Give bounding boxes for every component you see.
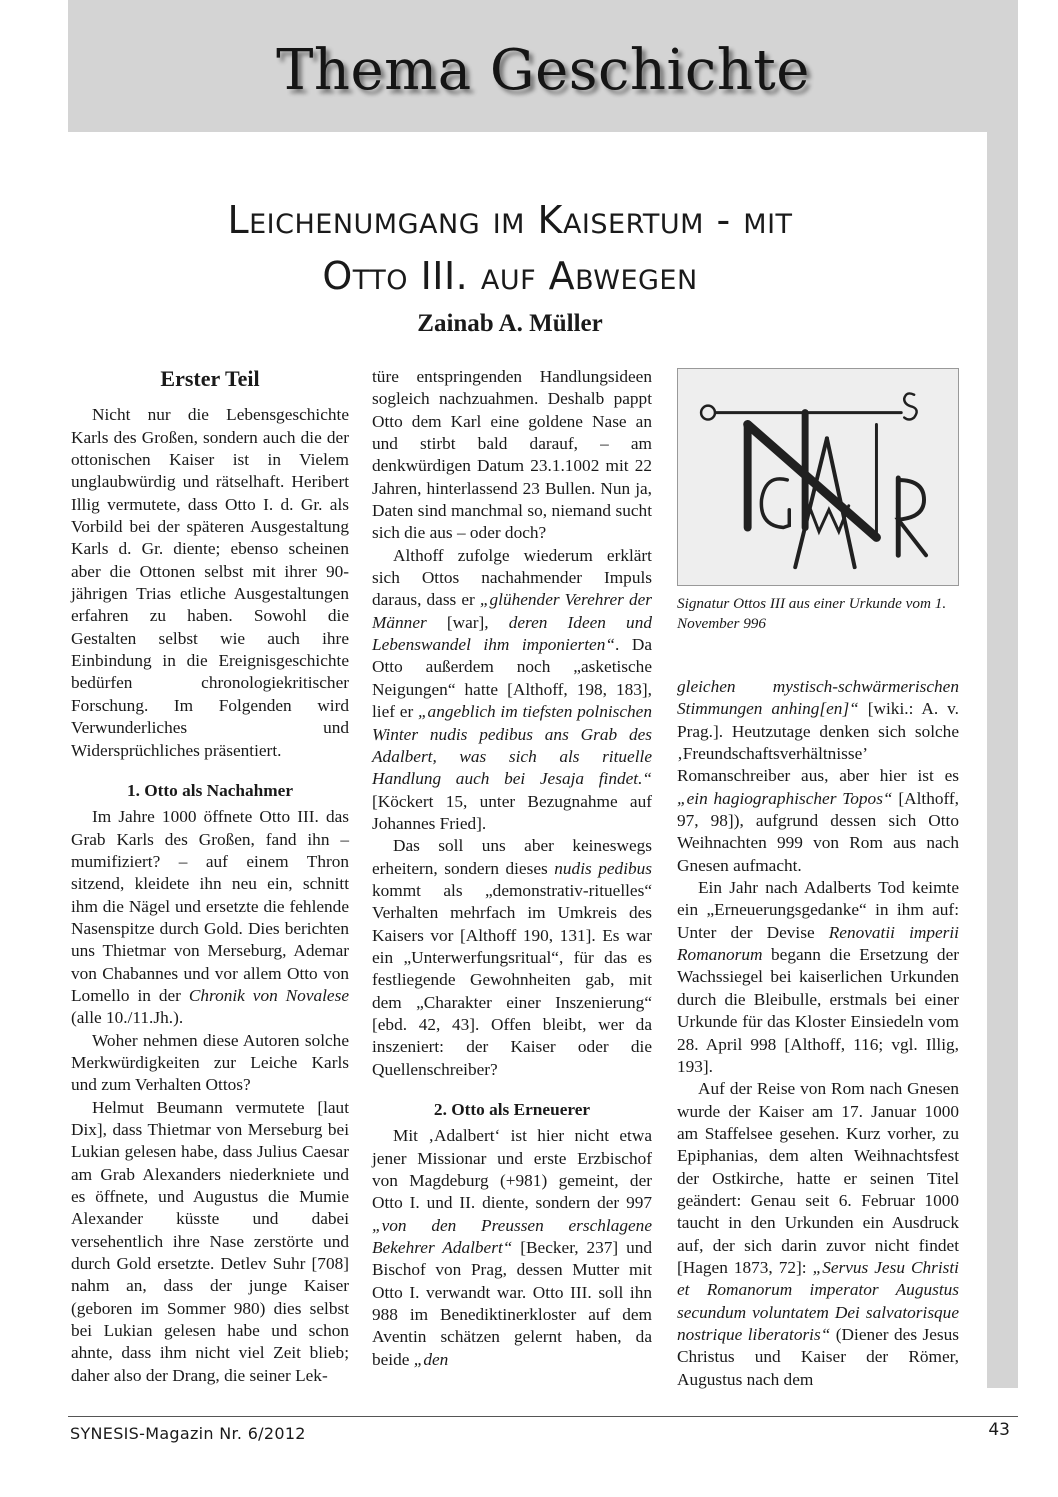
- subsection-heading: 2. Otto als Erneuerer: [433, 1100, 591, 1119]
- subsection-heading: 1. Otto als Nachahmer: [126, 780, 294, 800]
- page-number: 43: [988, 1420, 1010, 1440]
- article-title-line-1: Leichenumgang im Kaisertum - mit: [227, 198, 793, 242]
- column-2: [372, 366, 652, 1371]
- paragraph: Auf der Reise von Rom nach Gnesen wurde der Kaiser am 17. Januar 1000 am Staffelsee gesehen. Kurz vorher, zu Epiphanias, dem alten Weihnachtsfest der Ostkirche, hatte er seinen Titel geändert: Genau seit 6. Februar 1000 taucht in den Urkunden ein Ausdruck auf, der sich darin zuvor nicht findet [Hagen 1873, 72]: „Servus Jesu Christi et Romanorum imperator Augustus secundum voluntatem Dei salvatorisque nostrique liberatoris“ (Diener des Jesus Christus und Kaiser der Römer, Augustus nach dem: [677, 1079, 959, 1389]
- signature-figure: [677, 368, 959, 586]
- article-title-line-2: Otto III. auf Abwegen: [322, 254, 698, 298]
- paragraph: Helmut Beumann vermutete [laut Dix], dass Thietmar von Merseburg bei Lukian gelesen habe, dass Julius Caesar am Grab Alexanders niederkniete und es öffnete, und Augustus die Mumie Alexander küsste und dabei versehentlich ihre Nase zerstörte und durch Gold ersetzte. Detlev Suhr [708] nahm an, dass der junge Kaiser (geboren im Sommer 980) dies selbst bei Lukian gelesen habe und schon ahnte, dass ihm nicht viel Zeit blieb; daher also der Drang, die seiner Lek-: [71, 1097, 349, 1385]
- paragraph: Mit ‚Adalbert‘ ist hier nicht etwa jener Missionar und erste Erzbischof von Magdeburg (+981) gemeint, der Otto I. und II. diente, sondern der 997 „von den Preussen erschlagene Bekehrer Adalbert“ [Becker, 237] und Bischof von Prag, dessen Mutter mit Otto I. verwandt war. Otto III. soll ihn 988 im Benediktinerkloster auf dem Aventin schätzen gelernt haben, da beide „den: [372, 1126, 652, 1369]
- side-bar: [987, 132, 1018, 1388]
- author-name: Zainab A. Müller: [417, 310, 603, 337]
- footer-rule: [68, 1416, 1018, 1417]
- paragraph: türe entspringenden Handlungsideen sogleich nachzuahmen. Deshalb pappt Otto dem Karl eine goldene Nase an und stirbt bald darauf, – am denkwürdigen Datum 23.1.1002 mit 22 Jahren, hinterlassend 23 Bullen. Nun ja, Daten sind manchmal so, niemand sucht sich die aus – oder doch?: [372, 367, 652, 543]
- paragraph: Das soll uns aber keineswegs erheitern, sondern dieses nudis pedibus kommt als „demonstrativ-rituelles“ Verhalten mehrfach im Umkreis des Kaisers vor [Althoff 190, 131]. Es war ein „Unterwerfungsritual“, für das es festliegende Gewohnheiten gab, mit dem „Charakter einer Inszenierung“ [ebd. 42, 43]. Offen bleibt, wer da inszeniert: der Kaiser oder die Quellenschreiber?: [372, 836, 653, 1079]
- paragraph: Im Jahre 1000 öffnete Otto III. das Grab Karls des Großen, fand ihn – mumifiziert? – auf einem Thron sitzend, kleidete ihn neu ein, schnitt ihm die Nägel und ersetzte die fehlende Nasenspitze durch Gold. Dies berichten uns Thietmar von Merseburg, Ademar von Chabannes und vor allem Otto von Lomello in der Chronik von Novalese (alle 10./11.Jh.).: [71, 807, 349, 1028]
- article-title: [70, 192, 950, 304]
- paragraph: gleichen mystisch-schwärmerischen Stimmungen anhing[en]“ [wiki.: A. v. Prag.]. Heutzutage denken sich solche ‚Freundschaftsverhältnisse’ Romanschreiber aus, aber hier ist es „ein hagiographischer Topos“ [Althoff, 97, 98]), aufgrund dessen sich Otto Weihnachten 999 von Rom aus nach Gnesen aufmacht.: [677, 677, 959, 875]
- section-title: Thema Geschichte: [276, 38, 810, 103]
- paragraph: Nicht nur die Lebensgeschichte Karls des Großen, sondern auch die der ottonischen Kaiser ist in Vielem unglaubwürdig und rätselhaft. Heribert Illig vermutete, dass Otto I. d. Gr. als Vorbild bei der späteren Ausgestaltung Karls d. Gr. diente; ebenso scheinen aber die Ottonen selbst mit ihrer 90-jährigen Trias etliche Ausgestaltungen erfahren zu haben. Sowohl die Gestalten selbst wie auch ihre Einbindung in die Ereignisgeschichte bedürfen chronologiekritischer Forschung. Im Folgenden wird Verwunderliches und Widersprüchliches präsentiert.: [71, 405, 349, 760]
- magazine-issue: SYNESIS-Magazin Nr. 6/2012: [70, 1424, 306, 1443]
- paragraph: Woher nehmen diese Autoren solche Merkwürdigkeiten zur Leiche Karls und zum Verhalten Ottos?: [71, 1030, 349, 1095]
- column-1: [71, 364, 349, 1387]
- otto-monogram-image: [678, 369, 958, 585]
- paragraph: Ein Jahr nach Adalberts Tod keimte ein „Erneuerungsgedanke“ in ihm auf: Unter der Devise Renovatii imperii Romanorum begann die Ersetzung der Wachssiegel bei kaiserlichen Urkunden durch die Bleibulle, erstmals bei einer Urkunde für das Kloster Einsiedeln vom 28. April 998 [Althoff, 116; vgl. Illig, 193].: [677, 878, 959, 1076]
- paragraph: Althoff zufolge wiederum erklärt sich Ottos nachahmender Impuls daraus, dass er „glühender Verehrer der Männer [war], deren Ideen und Lebenswandel ihm imponierten“. Da Otto außerdem noch „asketische Neigungen“ hatte [Althoff, 198, 183], lief er „angeblich im tiefsten polnischen Winter nudis pedibus ans Grab des Adalbert, was sich als rituelle Handlung auch bei Jesaja findet.“ [Köckert 15, unter Bezugnahme auf Johannes Fried].: [372, 545, 652, 833]
- section-heading: Erster Teil: [160, 366, 260, 391]
- figure-caption: Signatur Ottos III aus einer Urkunde vom 1. November 996: [677, 595, 947, 632]
- column-3: [677, 676, 959, 1391]
